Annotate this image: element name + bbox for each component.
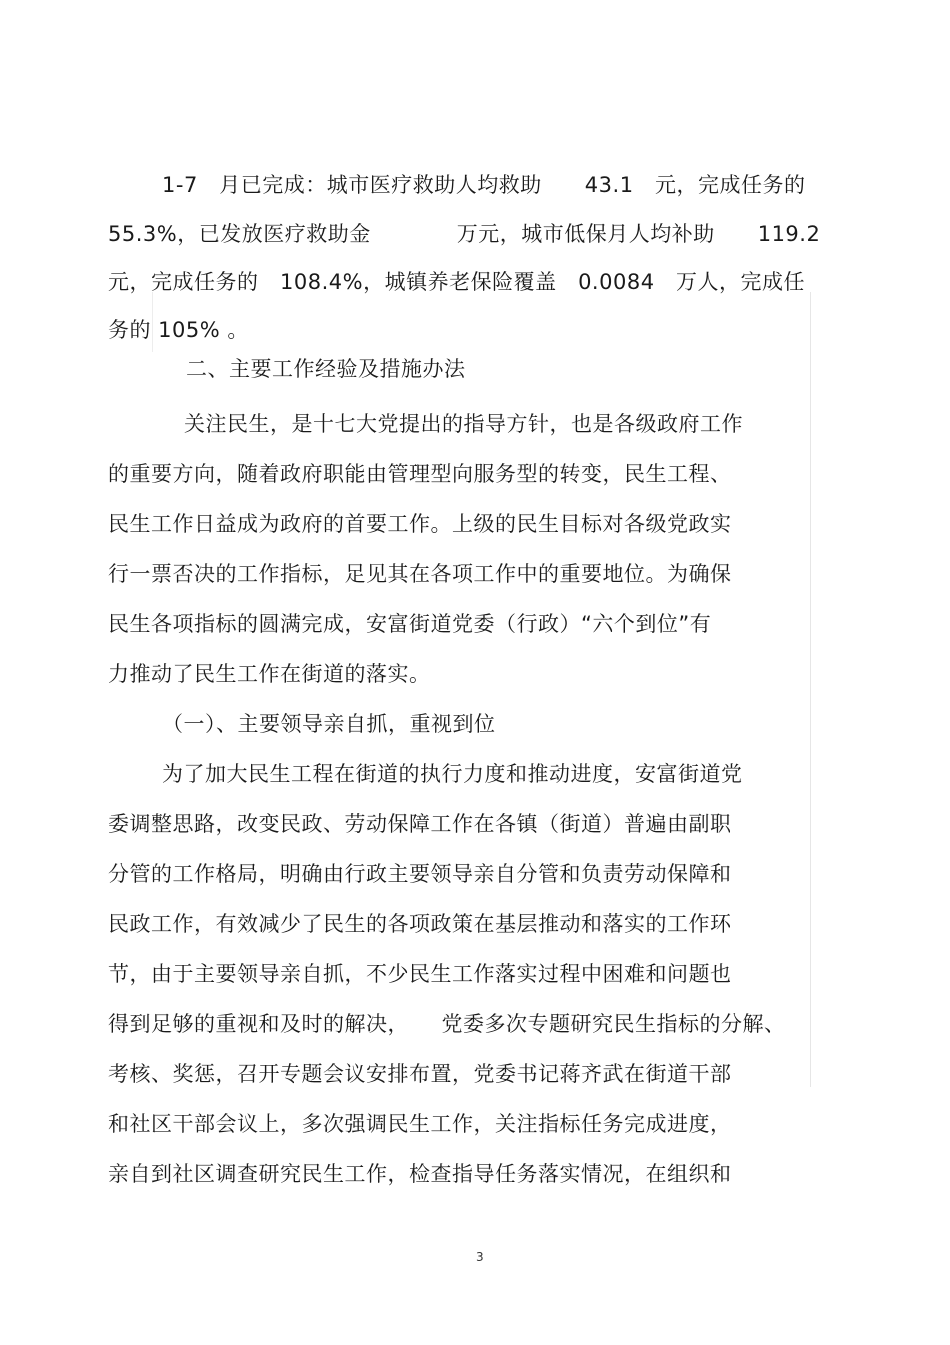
paragraph-line: 的重要方向，随着政府职能由管理型向服务型的转变，民生工程、: [108, 462, 732, 486]
paragraph-line: 民政工作，有效减少了民生的各项政策在基层推动和落实的工作环: [108, 912, 732, 936]
paragraph-line: 委调整思路，改变民政、劳动保障工作在各镇（街道）普遍由副职: [108, 812, 732, 836]
paragraph-line: 民生工作日益成为政府的首要工作。上级的民生目标对各级党政实: [108, 512, 732, 536]
paragraph-line: 得到足够的重视和及时的解决， 党委多次专题研究民生指标的分解、: [108, 1012, 786, 1036]
page-number: 3: [476, 1250, 484, 1264]
paragraph-line: 务的 105% 。: [108, 318, 249, 342]
paragraph-line: 考核、奖惩，召开专题会议安排布置，党委书记蒋齐武在街道干部: [108, 1062, 732, 1086]
paragraph-line: 元，完成任务的 108.4%，城镇养老保险覆盖 0.0084 万人，完成任: [108, 270, 806, 294]
paragraph-line: 节，由于主要领导亲自抓，不少民生工作落实过程中困难和问题也: [108, 962, 732, 986]
paragraph-line: 亲自到社区调查研究民生工作，检查指导任务落实情况，在组织和: [108, 1162, 732, 1186]
paragraph-line: 为了加大民生工程在街道的执行力度和推动进度，安富街道党: [162, 762, 743, 786]
paragraph-line: 55.3%，已发放医疗救助金 万元，城市低保月人均补助 119.2: [108, 222, 821, 246]
paragraph-line: 行一票否决的工作指标，足见其在各项工作中的重要地位。为确保: [108, 562, 732, 586]
section-heading: 二、主要工作经验及措施办法: [186, 357, 466, 381]
paragraph-line: 1-7 月已完成：城市医疗救助人均救助 43.1 元，完成任务的: [162, 173, 806, 197]
paragraph-line: 力推动了民生工作在街道的落实。: [108, 662, 431, 686]
paragraph-line: 关注民生，是十七大党提出的指导方针，也是各级政府工作: [184, 412, 743, 436]
paragraph-line: 和社区干部会议上，多次强调民生工作，关注指标任务完成进度，: [108, 1112, 732, 1136]
paragraph-line: 民生各项指标的圆满完成，安富街道党委（行政）“六个到位”有: [108, 612, 712, 636]
subsection-heading: （一）、主要领导亲自抓，重视到位: [162, 712, 496, 736]
scan-border-line: [810, 292, 811, 1087]
paragraph-line: 分管的工作格局，明确由行政主要领导亲自分管和负责劳动保障和: [108, 862, 732, 886]
